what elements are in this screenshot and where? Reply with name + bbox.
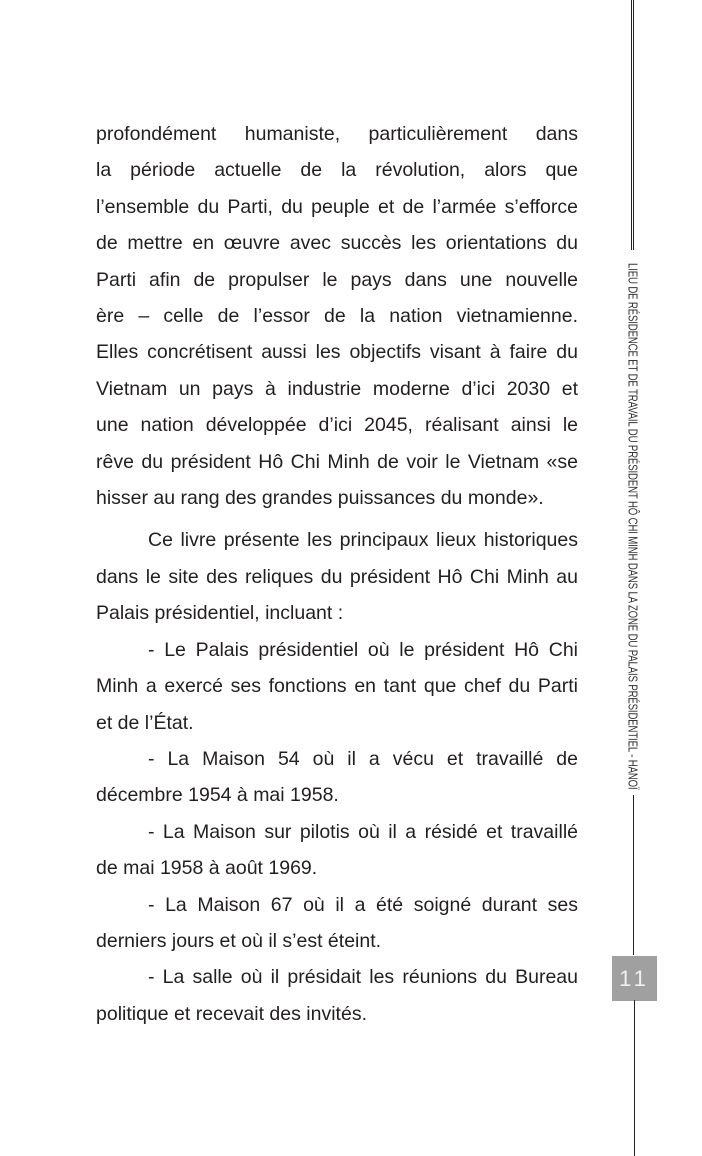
text-line: de mettre en œuvre avec succès les orientations du (96, 232, 578, 255)
text-line: rêve du président Hô Chi Minh de voir le Vietnam «se (96, 450, 578, 473)
text-line: l’ensemble du Parti, du peuple et de l’armée s’efforce (96, 195, 578, 218)
running-head-text: LIEU DE RÉSIDENCE ET DE TRAVAIL DU PRÉSIDENT HÔ CHI MINH DANS LA ZONE DU PALAIS PRÉSIDENTIEL - HANOÏ (626, 262, 641, 790)
text-line: politique et recevait des invités. (96, 1002, 367, 1025)
paragraph (96, 741, 578, 814)
text-line: décembre 1954 à mai 1958. (96, 784, 339, 807)
paragraph (96, 959, 578, 1032)
text-line: dans le site des reliques du président Hô Chi Minh au (96, 565, 578, 588)
double-rule (631, 0, 634, 250)
rule-line (634, 1000, 635, 1156)
rule-line (633, 795, 634, 955)
text-line: - La salle où il présidait les réunions du Bureau (148, 966, 578, 989)
text-line: Vietnam un pays à industrie moderne d’ici 2030 et (96, 377, 578, 400)
text-line: Parti afin de propulser le pays dans une nouvelle (96, 268, 578, 291)
text-line: Ce livre présente les principaux lieux historiques (148, 529, 578, 552)
paragraph (96, 116, 578, 516)
paragraph (96, 887, 578, 960)
paragraph (96, 814, 578, 887)
text-line: Elles concrétisent aussi les objectifs visant à faire du (96, 341, 578, 364)
paragraph (96, 632, 578, 741)
text-line: une nation développée d’ici 2045, réalisant ainsi le (96, 414, 578, 437)
running-head (626, 258, 642, 795)
text-line: - Le Palais présidentiel où le président Hô Chi (148, 638, 578, 661)
page-number: 11 (612, 956, 657, 1001)
text-line: ère – celle de l’essor de la nation vietnamienne. (96, 305, 578, 328)
text-line: la période actuelle de la révolution, alors que (96, 159, 578, 182)
body-text (96, 116, 578, 1032)
text-line: et de l’État. (96, 711, 194, 734)
text-line: de mai 1958 à août 1969. (96, 857, 318, 880)
text-line: - La Maison sur pilotis où il a résidé et travaillé (148, 820, 578, 843)
text-line: derniers jours et où il s’est éteint. (96, 929, 382, 952)
text-line: profondément humaniste, particulièrement dans (96, 123, 578, 145)
text-line: Palais présidentiel, incluant : (96, 602, 344, 625)
text-line: - La Maison 54 où il a vécu et travaillé de (148, 747, 578, 770)
text-line: Minh a exercé ses fonctions en tant que chef du Parti (96, 675, 578, 698)
text-line: hisser au rang des grandes puissances du monde». (96, 487, 544, 510)
paragraph (96, 522, 578, 631)
text-line: - La Maison 67 où il a été soigné durant ses (148, 893, 578, 916)
